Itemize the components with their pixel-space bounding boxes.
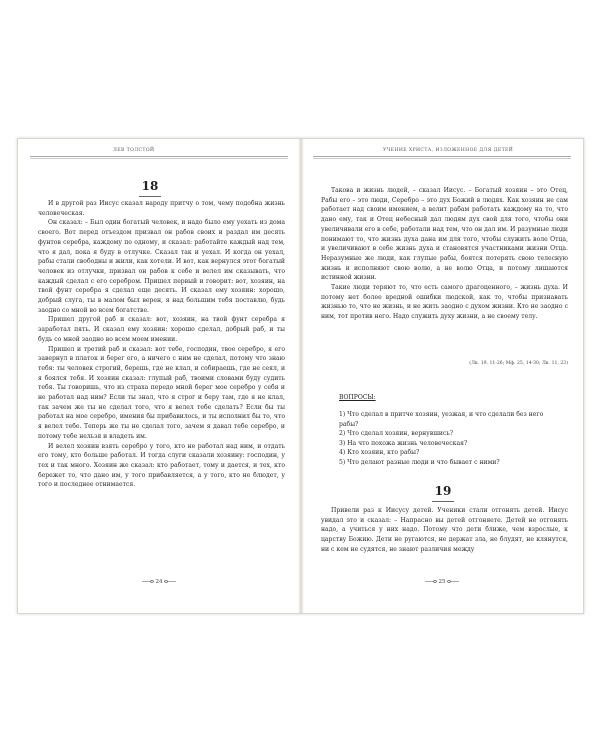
left-page	[18, 139, 300, 613]
paragraph: Привели раз к Иисусу детей. Ученики стали отгонять детей. Иисус увидал это и сказал: – Напрасно вы детей отгоняете. Детей не отгонять надо, а учиться у них надо. Потому что дети ближе, чем взрослые, к царству Божию. Дети не ругаются, не держат зла, не блудят, не клянутся, ни с кем не судятся, не знают различия между	[321, 507, 568, 553]
paragraph: Пришел другой раб и сказал: вот, хозяин, на твой фунт серебра я заработал пять. И сказал ему хозяин: хорошо сделал, добрый раб, и ты будь со мной заодно во всем моем имении.	[38, 316, 285, 343]
section-underline-ornament	[432, 500, 454, 503]
right-page	[301, 139, 583, 613]
question-item: 5) Что делают разные люди и что бывает с ними?	[339, 458, 500, 466]
paragraph: Такова и жизнь людей, – сказал Иисус. – Богатый хозяин – это Отец, Рабы его – это люди, Серебро – это дух Божий в людях. Как хозяин не сам работает над своим имением, а велит рабам работать каждому на то, что дано ему, так и Отец небесный дал людям дух свой для того, чтобы они увеличивали его в себе, работали над тем, что он дал им. И разумные люди понимают то, что жизнь духа дана им для того, чтобы служить воле Отца, и увеличивают в себе жизнь духа и становятся участниками жизни Отца. Неразумные же люди, как глупые рабы, боятся потерять свою телесную жизнь и исполняют свою волю, а не волю Отца, и потому лишаются истинной жизни.	[321, 187, 568, 282]
header-rule-right	[313, 155, 571, 161]
footer-flourish-left-icon	[142, 579, 154, 584]
right-body-text	[321, 186, 568, 322]
page-number: 25	[438, 579, 446, 585]
question-item: 3) На что похожа жизнь человеческая?	[339, 439, 468, 447]
questions-title: ВОПРОСЫ:	[339, 394, 376, 401]
question-item: 2) Что сделал хозяин, вернувшись?	[339, 430, 453, 438]
running-head-right: УЧЕНИЕ ХРИСТА, ИЗЛОЖЕННОЕ ДЛЯ ДЕТЕЙ	[383, 148, 514, 153]
section-number-18: 18	[141, 179, 159, 193]
paragraph: И в другой раз Иисус сказал народу притчу о том, чему подобна жизнь человеческая.	[38, 200, 285, 217]
scripture-reference: (Лк. 19, 11-26; Мф. 25, 14-30; Лк. 11, 23)	[469, 361, 568, 366]
page-footer-right	[301, 579, 583, 585]
paragraph: Пришел и третий раб и сказал: вот тебе, господин, твое серебро, я его завернул в платок и берег его, а ничего с ним не сделал, потому что знаю тебя: ты человек строгий, берешь, где не клал, и собираешь, где не сеял, и я боялся тебя. И хозяин сказал: глупый раб, твоими словами буду судить тебя. Ты говоришь, что из страха передо мной берег мое серебро у себя и не работал над ним? Если ты знал, что я строг и беру там, где я не клал, так зачем же ты не сделал того, что я велел тебе сделать? Если бы ты работал на мое серебро, имения бы прибавилось, и ты исполнил бы то, что я велел тебе. Теперь же ты не сделал того, зачем я давал тебе серебро, и потому тебе нельзя и владеть им.	[38, 345, 285, 440]
left-body-text	[38, 199, 285, 490]
book-spread	[17, 138, 584, 614]
paragraph: Он сказал: – Был один богатый человек, и надо было ему уехать из дома своего. Вот перед отъездом призвал он рабов своих и раздал им десять фунтов серебра, каждому по одному, и сказал: работайте каждый над тем, что я дал, пока я буду в отлучке. Сказал так и уехал. И когда он уехал, рабы стали свободны и жили, как хотели. И вот, как вернулся этот богатый человек из отлучки, призвал он рабов к себе и велел им сказывать, что каждый сделал с его серебром. Пришел первый и говорит: вот, хозяин, на твой фунт серебра я сделал еще десять. И сказал ему хозяин: хорошо, добрый слуга, ты в малом был верен, я над большим тебя поставлю, будь заодно со мной во всем богатстве.	[38, 219, 285, 314]
paragraph: И велел хозяин взять серебро у того, кто не работал над ним, и отдать его тому, кто больше работал. И тогда слуги сказали хозяину: господин, у тех и так много. Хозяин же сказал: кто работает, тому и дается, и тех, кто бережет то, что дано им, у того прибавляется, а у того, кто не блюдет, у того и последнее отнимается.	[38, 442, 285, 489]
questions-list	[339, 410, 564, 468]
footer-flourish-right-icon	[447, 579, 459, 584]
page-number: 24	[155, 579, 163, 585]
section-19-text	[321, 506, 568, 555]
section-number-19: 19	[434, 484, 452, 498]
running-head-left: ЛЕВ ТОЛСТОЙ	[113, 148, 155, 153]
paragraph: Такие люди теряют то, что есть самого драгоценного, – жизнь духа. И потому нет более вредной ошибки людской, как то, чтобы признавать жизнью то, что не жизнь, и не жить заодно с духом жизни. Кто не заодно с ним, тот против него. Надо служить духу жизни, а не своему телу.	[321, 284, 568, 321]
question-item: 4) Кто хозяин, кто рабы?	[339, 449, 420, 457]
question-item: 1) Что сделал в притче хозяин, уезжая, и что сделали без него рабы?	[339, 411, 544, 428]
footer-flourish-right-icon	[164, 579, 176, 584]
footer-flourish-left-icon	[425, 579, 437, 584]
section-underline-ornament	[139, 195, 161, 198]
page-footer-left	[18, 579, 300, 585]
header-rule-left	[30, 155, 288, 161]
